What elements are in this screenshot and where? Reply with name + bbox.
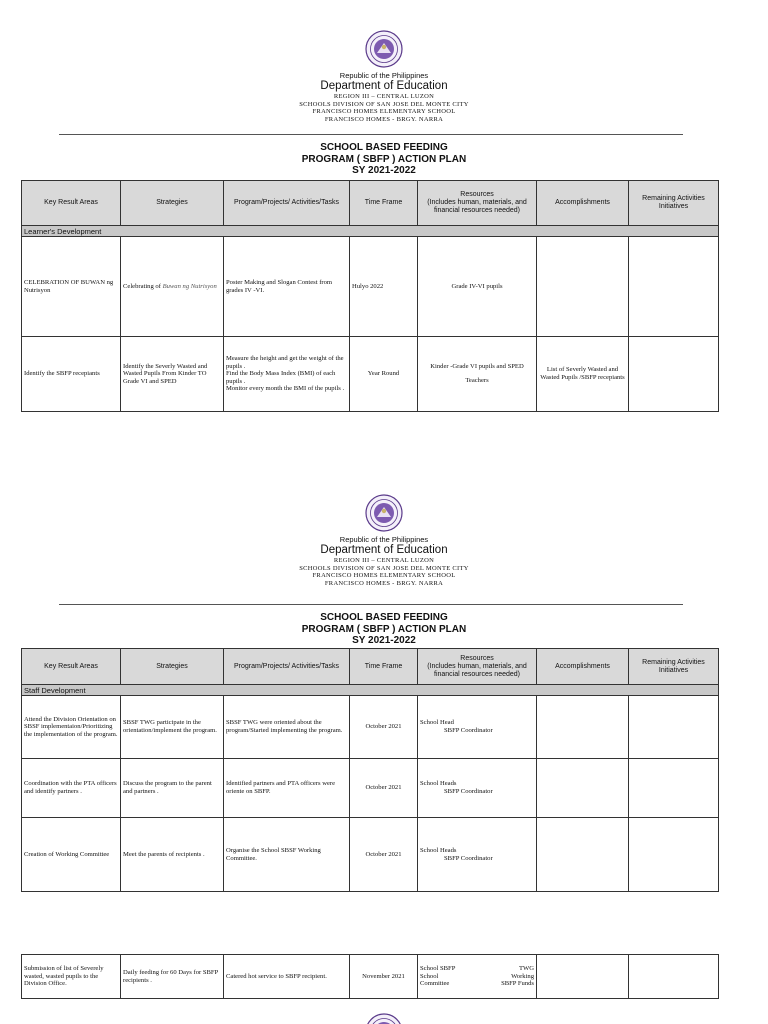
accomplishments-cell (537, 818, 629, 892)
deped-seal-icon (365, 1013, 403, 1024)
resources-cell (418, 818, 537, 892)
program-cell: Identified partners and PTA officers were oriente on SBFP. (224, 759, 350, 818)
col-time-frame: Time Frame (350, 181, 418, 226)
remaining-cell (629, 818, 719, 892)
strategy-cell: Identify the Severly Wasted and Wasted Pupils From Kinder TO Grade VI and SPED (121, 337, 224, 412)
table-row (22, 759, 719, 818)
col-program: Program/Projects/ Activities/Tasks (224, 181, 350, 226)
resources-text: School (420, 972, 439, 980)
republic-line: Republic of the Philippines (339, 71, 429, 80)
table-row (22, 696, 719, 759)
table-header-row (22, 649, 719, 685)
table-row (22, 955, 719, 999)
col-key-result-areas: Key Result Areas (22, 649, 121, 685)
title-line2: PROGRAM ( SBFP ) ACTION PLAN (301, 153, 467, 165)
republic-line: Republic of the Philippines (339, 535, 429, 544)
resources-line (420, 980, 534, 988)
resources-line (420, 965, 534, 973)
strategy-cell: Discuss the program to the parent and partners . (121, 759, 224, 818)
header-divider (59, 134, 683, 135)
strategy-text: Celebrating of (123, 282, 163, 290)
school-line: FRANCISCO HOMES ELEMENTARY SCHOOL (312, 108, 456, 116)
resources-cell (418, 955, 537, 999)
program-cell (224, 337, 350, 412)
program-line: Find the Body Mass Index (BMI) of each pupils . (226, 370, 336, 385)
kra-cell: Attend the Division Orientation on SBSF implementaion/Prioritizing the implementation of the program. (22, 696, 121, 759)
address-line: FRANCISCO HOMES - BRGY. NARRA (324, 115, 444, 123)
time-frame-cell: Year Round (350, 337, 418, 412)
page2-action-plan-table (21, 648, 719, 892)
resources-line: SBFP Coordinator (444, 788, 493, 795)
title-line3: SY 2021-2022 (352, 635, 416, 646)
section-row (22, 685, 719, 696)
remaining-cell (629, 337, 719, 412)
accomplishments-cell (537, 759, 629, 818)
col-remaining: Remaining Activities Initiatives (629, 181, 719, 226)
header-divider (59, 604, 683, 605)
time-frame-cell: November 2021 (350, 955, 418, 999)
table-row (22, 337, 719, 412)
time-frame-cell: October 2021 (350, 759, 418, 818)
time-frame-cell: Hulyo 2022 (350, 237, 418, 337)
program-cell: Organise the School SBSF Working Committee. (224, 818, 350, 892)
resources-cell (418, 696, 537, 759)
strategy-cell: Daily feeding for 60 Days for SBFP recipients . (121, 955, 224, 999)
program-line: Monitor every month the BMI of the pupils . (226, 385, 345, 393)
col-remaining: Remaining Activities Initiatives (629, 649, 719, 685)
strategy-cell: Meet the parents of recipients . (121, 818, 224, 892)
title-line1: SCHOOL BASED FEEDING (320, 612, 448, 623)
col-time-frame: Time Frame (350, 649, 418, 685)
strategy-cell: SBSF TWG participate in the orientation/implement the program. (121, 696, 224, 759)
deped-seal-icon (365, 30, 403, 68)
table-header-row (22, 181, 719, 226)
resources-cell (418, 337, 537, 412)
kra-cell: Submission of list of Severely wasted, wasted pupils to the Division Office. (22, 955, 121, 999)
col-program: Program/Projects/ Activities/Tasks (224, 649, 350, 685)
resources-line: Kinder -Grade VI pupils and SPED (430, 363, 524, 371)
remaining-cell (629, 696, 719, 759)
table-row (22, 818, 719, 892)
resources-cell (418, 759, 537, 818)
table-row (22, 237, 719, 337)
division-line: SCHOOLS DIVISION OF SAN JOSE DEL MONTE CITY (299, 564, 469, 572)
resources-text: Committee (420, 980, 450, 988)
program-cell: Catered hot service to SBFP recipient. (224, 955, 350, 999)
time-frame-cell: October 2021 (350, 696, 418, 759)
resources-text: School SBFP (420, 965, 456, 973)
col-strategies: Strategies (121, 649, 224, 685)
resources-subtitle: (Includes human, materials, and financial resources needed) (427, 199, 527, 214)
page2-letterhead (0, 494, 768, 587)
resources-text: SBFP Funds (501, 980, 534, 988)
page1-letterhead (0, 30, 768, 123)
page3-action-plan-table (21, 954, 719, 999)
remaining-cell (629, 237, 719, 337)
resources-line: School Heads (420, 846, 457, 854)
school-line: FRANCISCO HOMES ELEMENTARY SCHOOL (312, 572, 456, 580)
col-resources (418, 181, 537, 226)
region-line: REGION III – CENTRAL LUZON (333, 93, 435, 100)
accomplishments-cell (537, 696, 629, 759)
strategy-cell (121, 237, 224, 337)
title-line1: SCHOOL BASED FEEDING (320, 142, 448, 153)
kra-cell: CELEBRATION OF BUWAN ng Nutrisyon (22, 237, 121, 337)
resources-title: Resources (460, 654, 494, 662)
col-accomplishments: Accomplishments (537, 649, 629, 685)
program-cell: SBSF TWG were oriented about the program/Started implementing the program. (224, 696, 350, 759)
accomplishments-cell (537, 955, 629, 999)
resources-subtitle: (Includes human, materials, and financial resources needed) (427, 662, 527, 678)
department-name: Department of Education (320, 544, 448, 556)
col-strategies: Strategies (121, 181, 224, 226)
col-accomplishments: Accomplishments (537, 181, 629, 226)
resources-text: TWG (518, 965, 534, 973)
department-name: Department of Education (320, 80, 448, 92)
resources-line: Teachers (465, 377, 489, 384)
section-learners-development: Learner's Development (22, 226, 719, 237)
region-line: REGION III – CENTRAL LUZON (333, 557, 435, 564)
section-row (22, 226, 719, 237)
remaining-cell (629, 759, 719, 818)
program-line: Measure the height and get the weight of the pupils . (226, 355, 344, 370)
col-resources (418, 649, 537, 685)
accomplishments-cell (537, 237, 629, 337)
resources-cell: Grade IV-VI pupils (418, 237, 537, 337)
accomplishments-cell: List of Severly Wasted and Wasted Pupils /SBFP recepiants (537, 337, 629, 412)
section-staff-development: Staff Development (22, 685, 719, 696)
kra-cell: Creation of Working Committee (22, 818, 121, 892)
page1-action-plan-table (21, 180, 719, 412)
address-line: FRANCISCO HOMES - BRGY. NARRA (324, 579, 444, 587)
kra-cell: Identify the SBFP recepiants (22, 337, 121, 412)
col-key-result-areas: Key Result Areas (22, 181, 121, 226)
program-cell: Poster Making and Slogan Contest from grades IV -VI. (224, 237, 350, 337)
time-frame-cell: October 2021 (350, 818, 418, 892)
title-line3: SY 2021-2022 (352, 165, 416, 176)
resources-line: SBFP Coordinator (444, 854, 493, 862)
kra-cell: Coordination with the PTA officers and identify partners . (22, 759, 121, 818)
resources-line (420, 973, 534, 981)
resources-text: Working (511, 972, 534, 980)
page3-seal-partial (0, 1013, 768, 1024)
resources-title: Resources (460, 191, 494, 198)
title-line2: PROGRAM ( SBFP ) ACTION PLAN (301, 623, 467, 635)
strategy-italic-text: Buwan ng Nutrisyon (162, 282, 217, 290)
page2-title (0, 612, 768, 647)
page1-title (0, 142, 768, 177)
division-line: SCHOOLS DIVISION OF SAN JOSE DEL MONTE CITY (299, 100, 469, 108)
resources-line: School Heads (420, 780, 457, 788)
resources-line: School Head (420, 719, 454, 727)
remaining-cell (629, 955, 719, 999)
resources-line: SBFP Coordinator (444, 727, 493, 734)
deped-seal-icon (365, 494, 403, 532)
